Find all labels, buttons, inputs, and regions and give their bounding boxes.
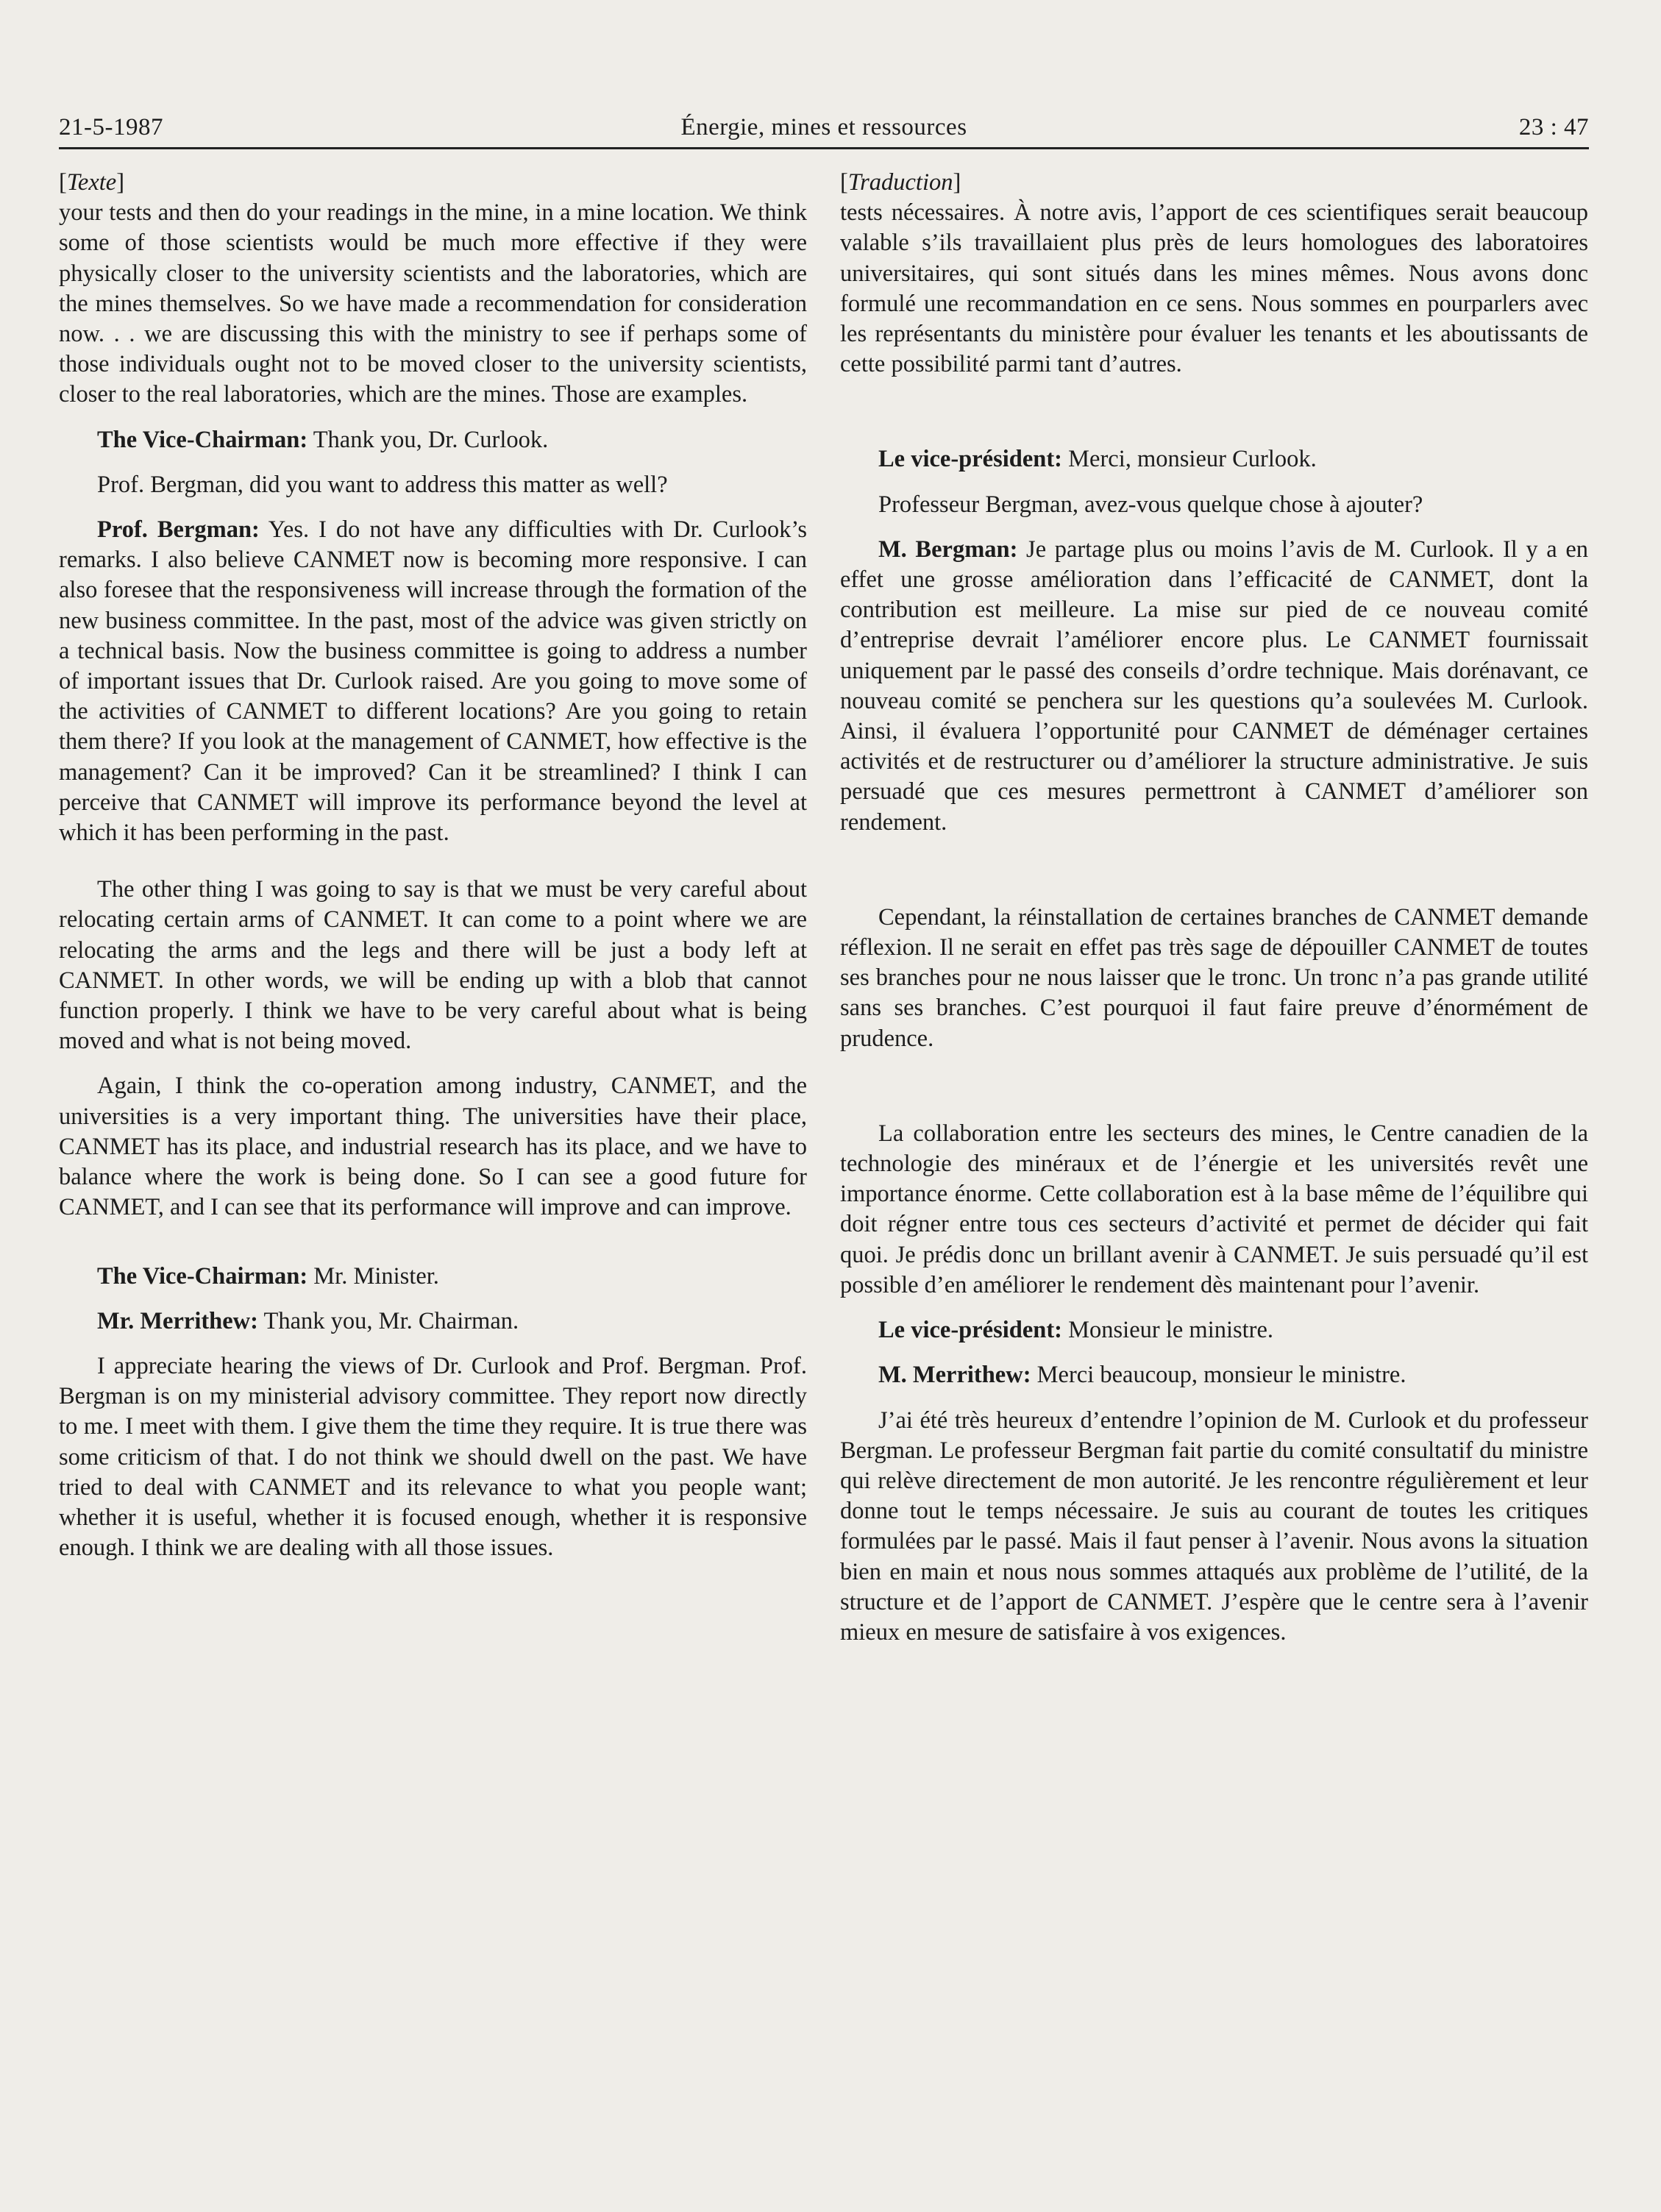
paragraph: Cependant, la réinstallation de certaines branches de CANMET demande réflexion. Il ne serait en effet pas très sage de dépouiller CANMET de toutes ses branches pour ne nous laisser que le tronc. Un tronc n’a pas grande utilité sans ses branches. C’est pourquoi il faut faire preuve d’énormément de prudence.: [840, 903, 1588, 1052]
speaker-name: Le vice-président:: [878, 446, 1063, 473]
header-page-number: 23 : 47: [1518, 114, 1589, 141]
speaker-name: The Vice-Chairman:: [97, 1262, 308, 1290]
speaker-name: M. Bergman:: [878, 536, 1018, 563]
french-column: [840, 168, 1588, 1648]
paragraph: tests nécessaires. À notre avis, l’apport de ces scientifiques serait beaucoup valable s’ils travaillaient plus près de leurs homologues des laboratoires universitaires, qui sont situés dans les mines mêmes. Nous avons donc formulé une recommandation en ce sens. Nous sommes en pourparlers avec les représentants du ministère pour évaluer les tenants et les aboutissants de cette possibilité parmi tant d’autres.: [840, 199, 1588, 378]
speaker-paragraph: M. Merrithew: Merci beaucoup, monsieur le ministre.: [878, 1362, 1406, 1389]
column-tag: [Traduction]: [840, 169, 961, 196]
speaker-paragraph: M. Bergman: Je partage plus ou moins l’avis de M. Curlook. Il y a en effet une grosse amélioration dans l’efficacité de CANMET, dont la contribution est meilleure. La mise sur pied de ce nouveau comité d’entreprise devrait l’améliorer encore plus. Le CANMET fournissait uniquement par le passé des conseils d’ordre technique. Mais dorénavant, ce nouveau comité se penchera sur les questions qu’a soulevées M. Curlook. Ainsi, il évaluera l’opportunité pour CANMET de déménager certaines activités et de restructurer ou d’améliorer la structure administrative. Je suis persuadé que ces mesures permettront à CANMET d’améliorer son rendement.: [840, 536, 1589, 836]
paragraph: Prof. Bergman, did you want to address this matter as well?: [97, 471, 668, 498]
paragraph: your tests and then do your readings in the mine, in a mine location. We think some of those scientists would be much more effective if they were physically closer to the university scientists and the laboratories, which are the mines themselves. So we have made a recommendation for consideration now. . . we are discussing this with the ministry to see if perhaps some of those individuals ought not to be moved closer to the university scientists, closer to the real laboratories, which are the mines. Those are examples.: [59, 199, 807, 408]
page-header: [59, 103, 1589, 149]
speaker-paragraph: The Vice-Chairman: Mr. Minister.: [97, 1262, 439, 1290]
speaker-paragraph: Le vice-président: Monsieur le ministre.: [878, 1317, 1274, 1344]
speaker-name: The Vice-Chairman:: [97, 426, 308, 453]
paragraph: Professeur Bergman, avez-vous quelque chose à ajouter?: [878, 491, 1423, 518]
speaker-name: Mr. Merrithew:: [97, 1307, 258, 1334]
paragraph: I appreciate hearing the views of Dr. Curlook and Prof. Bergman. Prof. Bergman is on my ministerial advisory committee. They report now directly to me. I meet with them. I give them the time they require. It is true there was some criticism of that. I do not think we should dwell on the past. We have tried to deal with CANMET and its relevance to what you people want; whether it is useful, whether it is focused enough, whether it is responsive enough. I think we are dealing with all those issues.: [59, 1352, 807, 1562]
paragraph: J’ai été très heureux d’entendre l’opinion de M. Curlook et du professeur Bergman. Le professeur Bergman fait partie du comité consultatif du ministre qui relève directement de mon autorité. Je les rencontre régulièrement et leur donne tout le temps nécessaire. Je suis au courant de toutes les critiques formulées par le passé. Mais il faut penser à l’avenir. Nous avons la situation bien en main et nous nous sommes attaqués aux problème de l’utilité, de la structure et de l’apport de CANMET. J’espère que le centre sera à l’avenir mieux en mesure de satisfaire à vos exigences.: [840, 1406, 1588, 1646]
english-column: [59, 168, 807, 1563]
speaker-name: Le vice-président:: [878, 1317, 1063, 1344]
paragraph: La collaboration entre les secteurs des mines, le Centre canadien de la technologie des minéraux et de l’énergie et les universités revêt une importance énorme. Cette collaboration est à la base même de l’équilibre qui doit régner entre tous ces secteurs d’activité et permet de décider qui fait quoi. Je prédis donc un brillant avenir à CANMET. Je suis persuadé qu’il est possible d’en améliorer le rendement dès maintenant pour l’avenir.: [840, 1120, 1588, 1298]
speaker-paragraph: Mr. Merrithew: Thank you, Mr. Chairman.: [97, 1307, 519, 1334]
speaker-paragraph: Prof. Bergman: Yes. I do not have any difficulties with Dr. Curlook’s remarks. I also believe CANMET now is becoming more responsive. I can also foresee that the responsiveness will increase through the formation of the new business committee. In the past, most of the advice was given strictly on a technical basis. Now the business committee is going to address a number of important issues that Dr. Curlook raised. Are you going to move some of the activities of CANMET to different locations? Are you going to retain them there? If you look at the management of CANMET, how effective is the management? Can it be improved? Can it be streamlined? I think I can perceive that CANMET will improve its performance beyond the level at which it has been performing in the past.: [59, 516, 808, 847]
speaker-paragraph: The Vice-Chairman: Thank you, Dr. Curlook.: [97, 426, 549, 453]
paragraph: Again, I think the co-operation among industry, CANMET, and the universities is a very important thing. The universities have their place, CANMET has its place, and industrial research has its place, and we have to balance where the work is being done. So I can see a good future for CANMET, and I can see that its performance will improve and can improve.: [59, 1073, 807, 1221]
header-title: Énergie, mines et ressources: [680, 114, 967, 141]
speaker-name: Prof. Bergman:: [97, 516, 260, 544]
speaker-name: M. Merrithew:: [878, 1362, 1031, 1389]
column-tag: [Texte]: [59, 169, 125, 196]
header-date: 21-5-1987: [59, 114, 163, 141]
speaker-paragraph: Le vice-président: Merci, monsieur Curlook.: [878, 446, 1317, 473]
paragraph: The other thing I was going to say is that we must be very careful about relocating certain arms of CANMET. It can come to a point where we are relocating the arms and the legs and there will be just a body left at CANMET. In other words, we will be ending up with a blob that cannot function properly. I think we have to be very careful about what is being moved and what is not being moved.: [59, 876, 807, 1055]
